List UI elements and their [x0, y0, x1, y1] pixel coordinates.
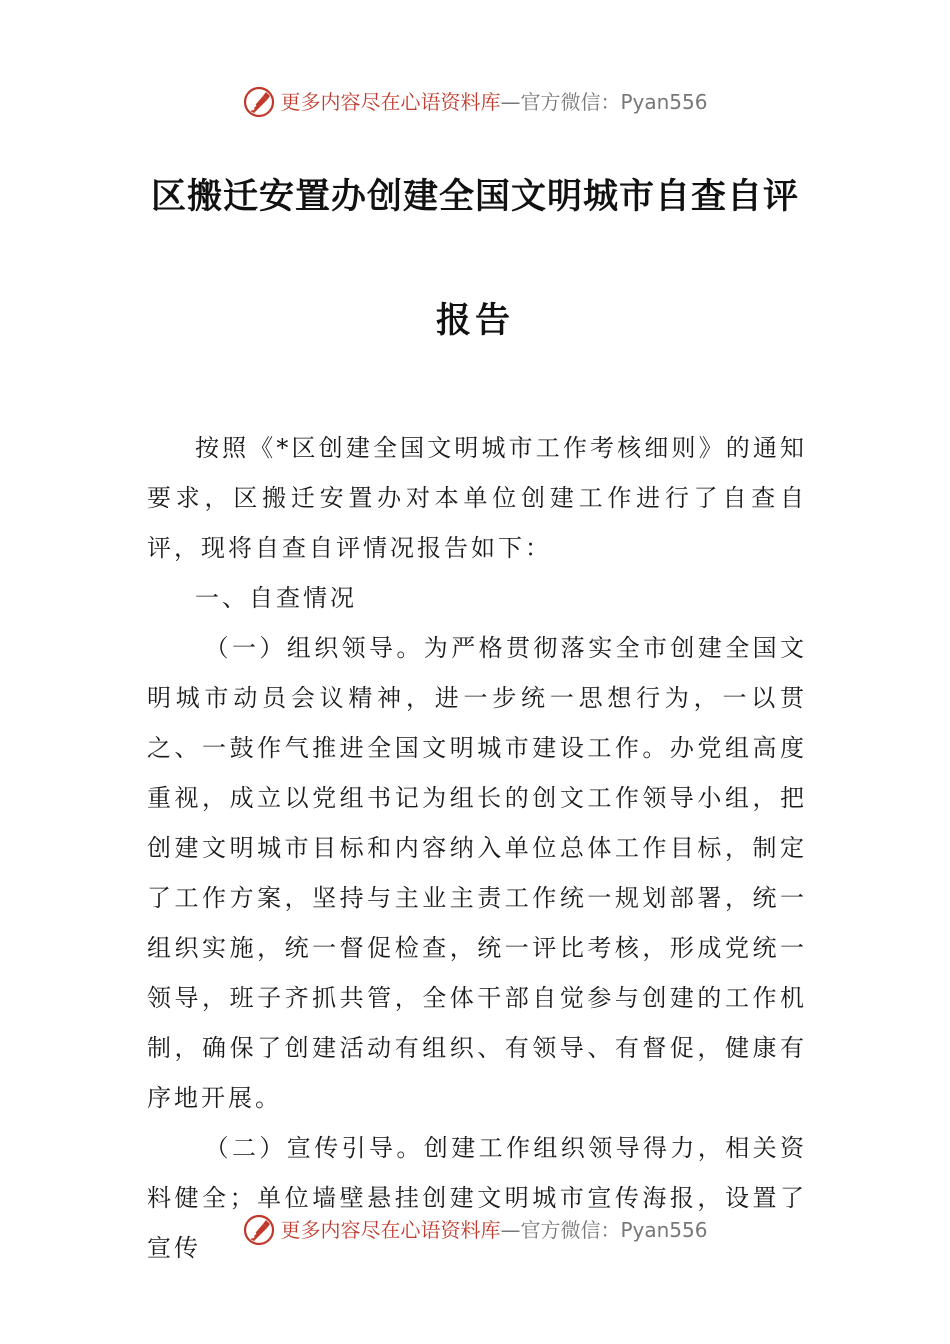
watermark-gray-text: —官方微信：Pyan556 — [500, 90, 708, 114]
document-body — [147, 423, 807, 1273]
section-heading-1: 一、自查情况 — [195, 584, 357, 612]
document-title-line1: 区搬迁安置办创建全国文明城市自查自评 — [150, 177, 799, 217]
paragraph-organization: （一）组织领导。为严格贯彻落实全市创建全国文明城市动员会议精神，进一步统一思想行为，一以贯之、一鼓作气推进全国文明城市建设工作。办党组高度重视，成立以党组书记为组长的创文工作领导小组，把创建文明城市目标和内容纳入单位总体工作目标，制定了工作方案，坚持与主业主责工作统一规划部署，统一组织实施，统一督促检查，统一评比考核，形成党统一领导，班子齐抓共管，全体干部自觉参与创建的工作机制，确保了创建活动有组织、有领导、有督促，健康有序地开展。 — [147, 634, 807, 1112]
document-title-line2: 报告 — [435, 301, 514, 341]
watermark-gray-text: —官方微信：Pyan556 — [500, 1218, 708, 1242]
pen-nib-logo-icon — [242, 85, 276, 119]
watermark-red-text: 更多内容尽在心语资料库 — [280, 1218, 501, 1242]
pen-nib-logo-icon — [242, 1213, 276, 1247]
watermark-red-text: 更多内容尽在心语资料库 — [280, 90, 501, 114]
watermark-banner-top — [0, 82, 950, 122]
paragraph-publicity: （二）宣传引导。创建工作组织领导得力，相关资料健全；单位墙壁悬挂创建文明城市宣传海报，设置了宣传 — [147, 1134, 807, 1262]
watermark-banner-bottom — [0, 1210, 950, 1250]
paragraph-intro: 按照《*区创建全国文明城市工作考核细则》的通知要求，区搬迁安置办对本单位创建工作进行了自查自评，现将自查自评情况报告如下： — [147, 434, 807, 562]
